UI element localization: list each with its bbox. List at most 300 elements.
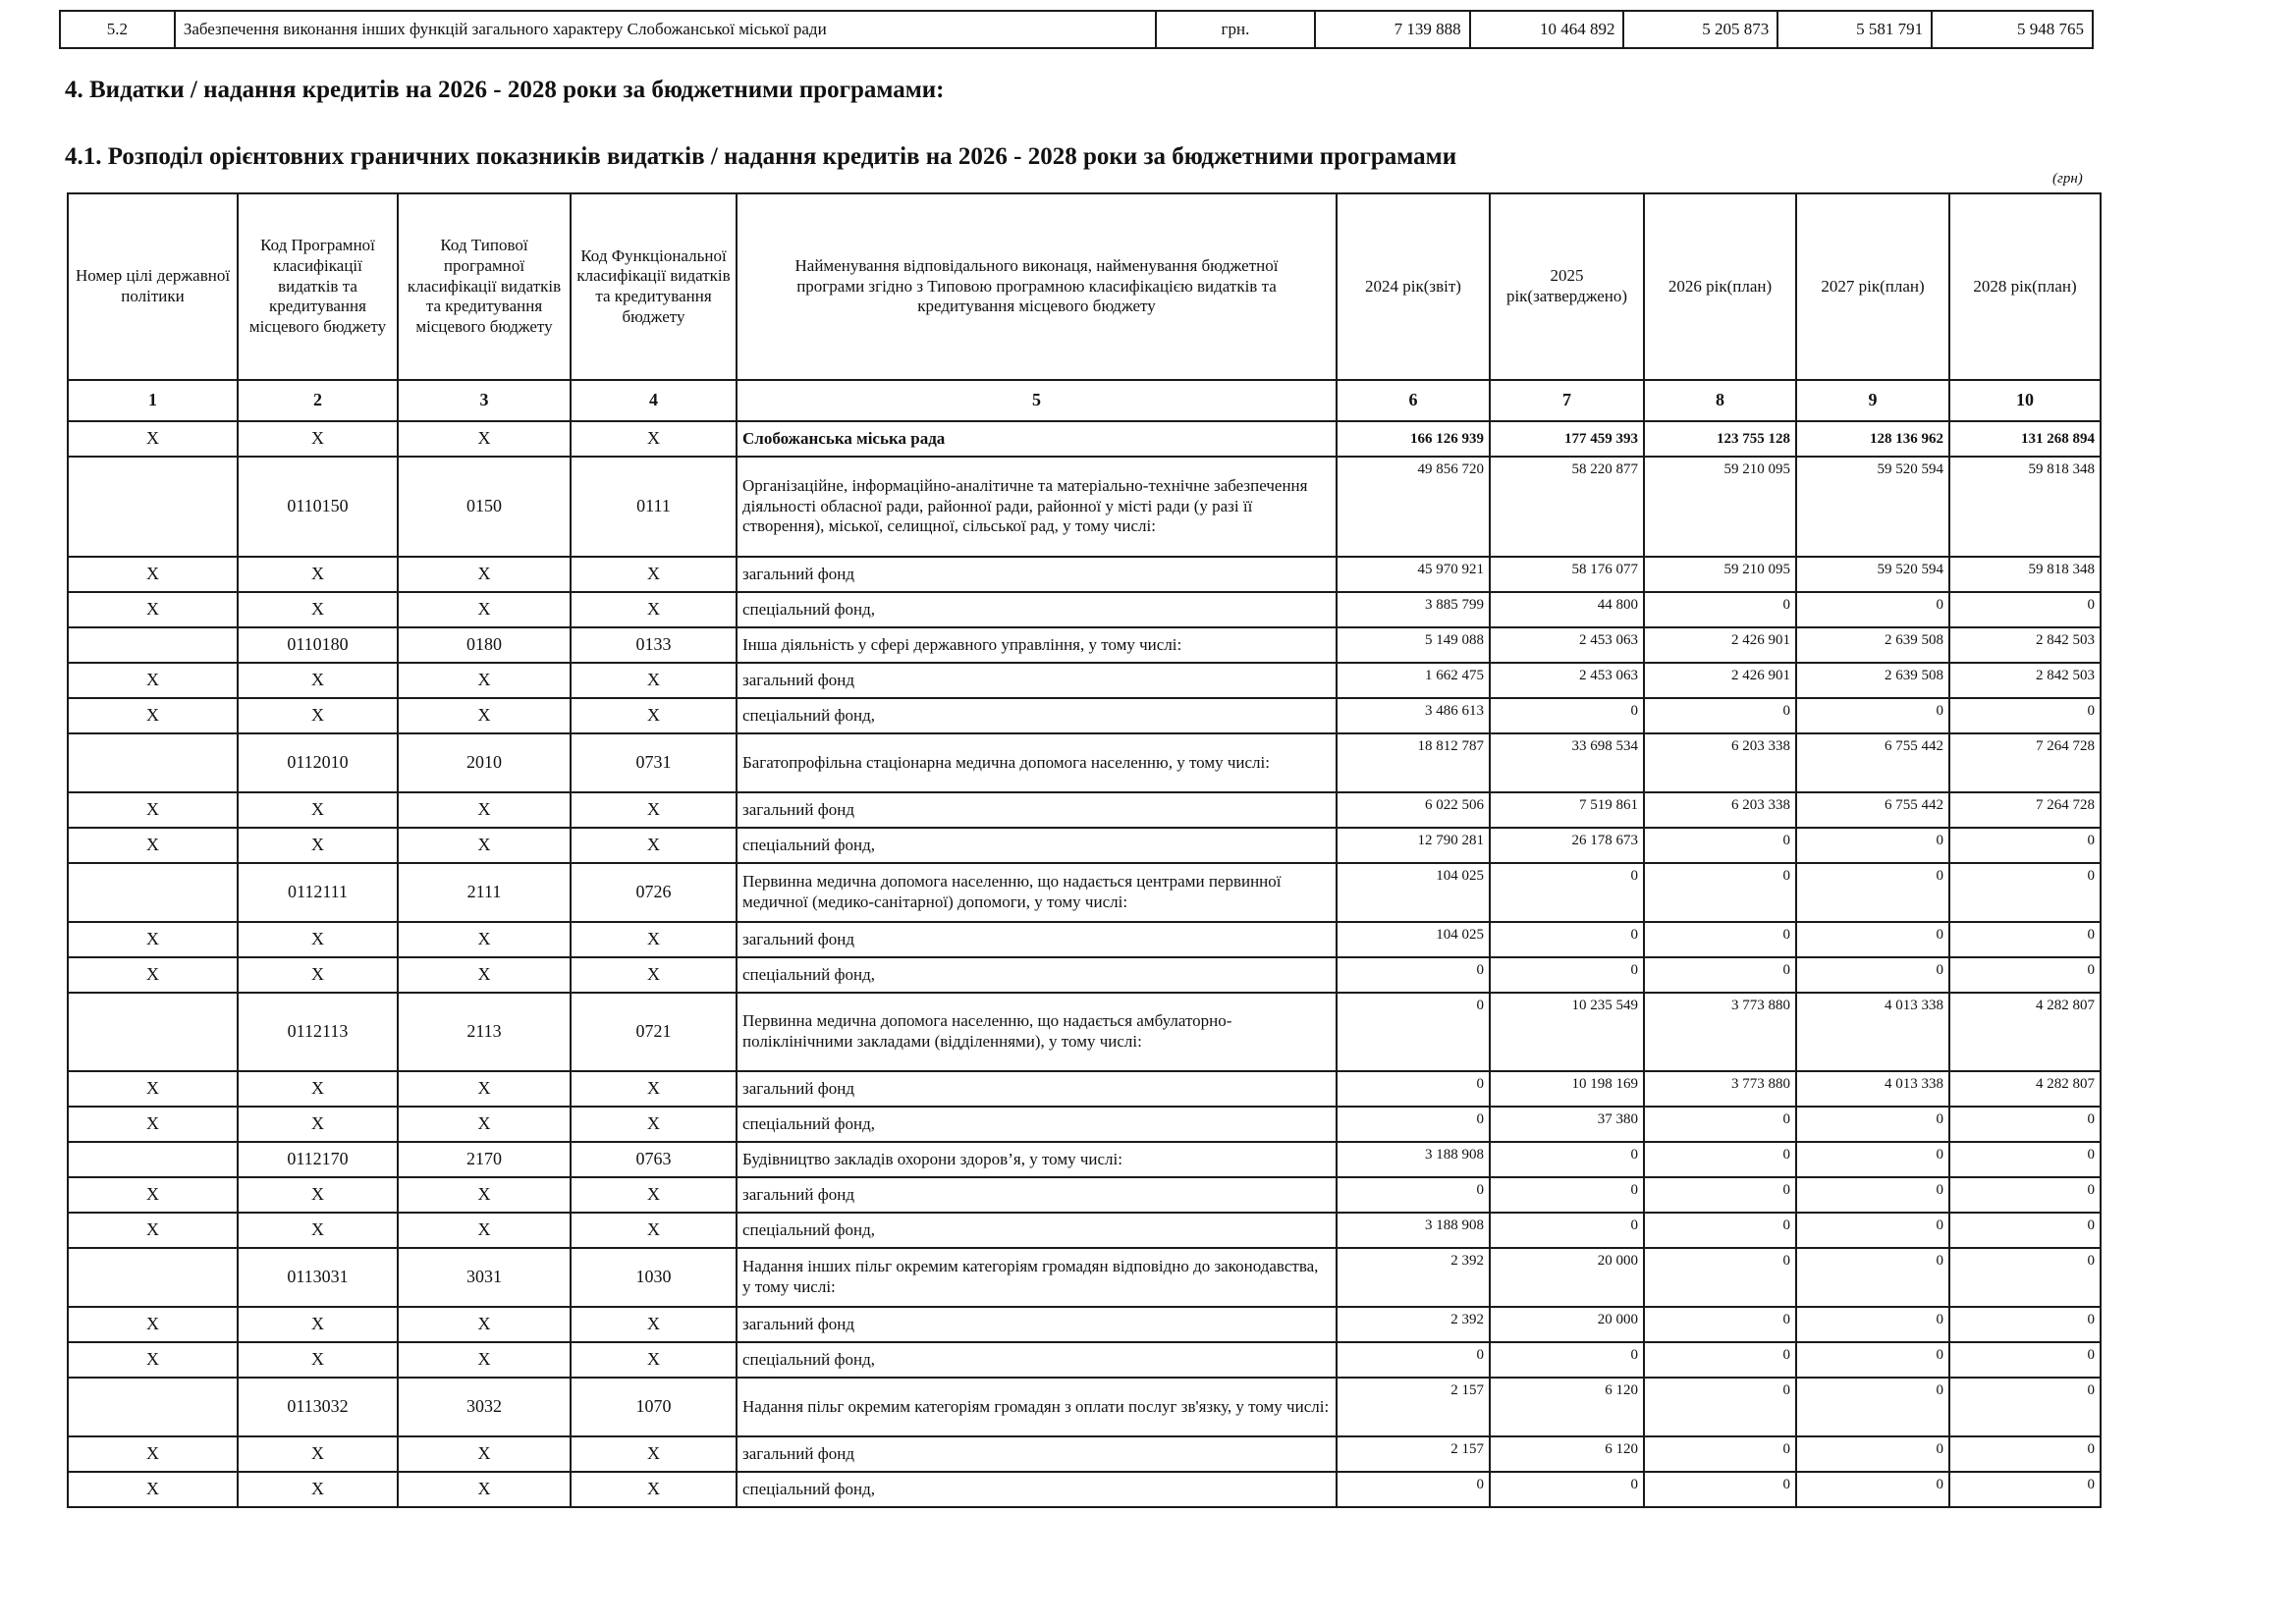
value-cell: 0 xyxy=(1644,698,1796,733)
code-cell: 2010 xyxy=(398,733,571,792)
code-cell: 2170 xyxy=(398,1142,571,1177)
value-cell: 7 264 728 xyxy=(1949,733,2101,792)
table-row xyxy=(68,421,2101,457)
table-row xyxy=(68,993,2101,1071)
value-cell: 2 842 503 xyxy=(1949,627,2101,663)
code-cell: Х xyxy=(238,1472,398,1507)
program-name-cell: спеціальний фонд, xyxy=(737,1107,1337,1142)
value-cell: 0 xyxy=(1796,1472,1949,1507)
code-cell: Х xyxy=(398,922,571,957)
value-cell: 59 520 594 xyxy=(1796,557,1949,592)
code-cell xyxy=(68,1378,238,1436)
value-cell: 3 486 613 xyxy=(1337,698,1490,733)
value-cell: 58 220 877 xyxy=(1490,457,1644,557)
program-name-cell: Будівництво закладів охорони здоров’я, у тому числі: xyxy=(737,1142,1337,1177)
code-cell: Х xyxy=(571,1071,737,1107)
code-cell: Х xyxy=(68,1436,238,1472)
program-name-cell: загальний фонд xyxy=(737,1436,1337,1472)
value-cell: 0 xyxy=(1490,1142,1644,1177)
table-row xyxy=(68,828,2101,863)
value-cell: 0 xyxy=(1644,1213,1796,1248)
code-cell xyxy=(68,863,238,922)
value-cell: 0 xyxy=(1490,957,1644,993)
row-number: 5.2 xyxy=(60,11,175,48)
program-name-cell: Організаційне, інформаційно-аналітичне та матеріально-технічне забезпечення діяльності обласної ради, районної ради, районної у місті ради (у разі її створення), міської, селищної, сільської рад, у тому числі: xyxy=(737,457,1337,557)
row-name: Забезпечення виконання інших функцій загального характеру Слобожанської міської ради xyxy=(175,11,1156,48)
program-name-cell: Первинна медична допомога населенню, що надається центрами первинної медичної (медико-санітарної) допомоги, у тому числі: xyxy=(737,863,1337,922)
code-cell: Х xyxy=(571,1472,737,1507)
value-cell: 2 157 xyxy=(1337,1378,1490,1436)
column-number: 9 xyxy=(1796,380,1949,421)
code-cell: 0113031 xyxy=(238,1248,398,1307)
value-cell: 0 xyxy=(1644,828,1796,863)
code-cell: 0133 xyxy=(571,627,737,663)
table-row xyxy=(68,863,2101,922)
code-cell: Х xyxy=(571,663,737,698)
code-cell: 0721 xyxy=(571,993,737,1071)
value-cell: 0 xyxy=(1796,957,1949,993)
table-row xyxy=(68,1472,2101,1507)
program-name-cell: загальний фонд xyxy=(737,1177,1337,1213)
code-cell: Х xyxy=(571,792,737,828)
value-cell: 0 xyxy=(1644,1342,1796,1378)
value-cell: 0 xyxy=(1490,1342,1644,1378)
code-cell: Х xyxy=(238,792,398,828)
value-cell: 0 xyxy=(1644,1307,1796,1342)
value-cell: 0 xyxy=(1796,1248,1949,1307)
program-name-cell: загальний фонд xyxy=(737,663,1337,698)
column-number: 1 xyxy=(68,380,238,421)
program-name-cell: спеціальний фонд, xyxy=(737,592,1337,627)
value-cell: 0 xyxy=(1490,863,1644,922)
code-cell: Х xyxy=(398,792,571,828)
value-cell: 0 xyxy=(1490,922,1644,957)
table-row xyxy=(68,1142,2101,1177)
value-cell: 0 xyxy=(1949,1436,2101,1472)
value-cell: 0 xyxy=(1949,1472,2101,1507)
value-cell: 0 xyxy=(1644,1142,1796,1177)
table-row xyxy=(68,1307,2101,1342)
program-name-cell: спеціальний фонд, xyxy=(737,957,1337,993)
code-cell xyxy=(68,627,238,663)
value-cell: 0 xyxy=(1949,1177,2101,1213)
table-row xyxy=(68,1342,2101,1378)
value-cell: 104 025 xyxy=(1337,922,1490,957)
value-cell: 45 970 921 xyxy=(1337,557,1490,592)
code-cell: Х xyxy=(68,1177,238,1213)
value-cell: 0 xyxy=(1644,1436,1796,1472)
code-cell: Х xyxy=(571,698,737,733)
value-cell: 0 xyxy=(1796,1107,1949,1142)
code-cell: Х xyxy=(68,663,238,698)
row-unit: грн. xyxy=(1156,11,1315,48)
code-cell: Х xyxy=(238,1307,398,1342)
value-cell: 2 842 503 xyxy=(1949,663,2101,698)
value-cell: 2 639 508 xyxy=(1796,663,1949,698)
program-name-cell: спеціальний фонд, xyxy=(737,698,1337,733)
code-cell: Х xyxy=(398,1177,571,1213)
code-cell: Х xyxy=(571,1307,737,1342)
value-cell: 7 519 861 xyxy=(1490,792,1644,828)
code-cell: 1030 xyxy=(571,1248,737,1307)
budget-programs-table xyxy=(67,192,2102,1508)
table-row xyxy=(68,1213,2101,1248)
value-cell: 3 188 908 xyxy=(1337,1213,1490,1248)
value-cell: 5 205 873 xyxy=(1623,11,1777,48)
code-cell: Х xyxy=(68,592,238,627)
value-cell: 0 xyxy=(1644,1472,1796,1507)
value-cell: 20 000 xyxy=(1490,1307,1644,1342)
value-cell: 0 xyxy=(1796,592,1949,627)
value-cell: 59 520 594 xyxy=(1796,457,1949,557)
value-cell: 7 139 888 xyxy=(1315,11,1470,48)
value-cell: 4 013 338 xyxy=(1796,1071,1949,1107)
value-cell: 4 282 807 xyxy=(1949,1071,2101,1107)
program-name-cell: загальний фонд xyxy=(737,557,1337,592)
header-row xyxy=(68,193,2101,380)
value-cell: 20 000 xyxy=(1490,1248,1644,1307)
value-cell: 0 xyxy=(1949,957,2101,993)
program-name-cell: спеціальний фонд, xyxy=(737,1342,1337,1378)
column-number: 3 xyxy=(398,380,571,421)
column-number: 7 xyxy=(1490,380,1644,421)
code-cell: 0113032 xyxy=(238,1378,398,1436)
value-cell: 0 xyxy=(1796,1142,1949,1177)
value-cell: 10 235 549 xyxy=(1490,993,1644,1071)
table-row xyxy=(68,627,2101,663)
value-cell: 131 268 894 xyxy=(1949,421,2101,457)
value-cell: 6 120 xyxy=(1490,1436,1644,1472)
program-name-cell: спеціальний фонд, xyxy=(737,1472,1337,1507)
value-cell: 6 022 506 xyxy=(1337,792,1490,828)
value-cell: 0 xyxy=(1796,1307,1949,1342)
code-cell: Х xyxy=(238,922,398,957)
column-header: Найменування відповідального виконаця, найменування бюджетної програми згідно з Типовою програмною класифікацією видатків та кредитування місцевого бюджету xyxy=(737,193,1337,380)
value-cell: 0 xyxy=(1796,863,1949,922)
code-cell xyxy=(68,457,238,557)
code-cell: Х xyxy=(238,557,398,592)
section-heading-4-1: 4.1. Розподіл орієнтовних граничних показників видатків / надання кредитів на 2026 - 2028 роки за бюджетними програмами xyxy=(65,143,1457,170)
value-cell: 2 426 901 xyxy=(1644,663,1796,698)
code-cell: Х xyxy=(238,828,398,863)
value-cell: 10 198 169 xyxy=(1490,1071,1644,1107)
value-cell: 0 xyxy=(1337,957,1490,993)
column-header: 2028 рік(план) xyxy=(1949,193,2101,380)
value-cell: 0 xyxy=(1490,698,1644,733)
value-cell: 128 136 962 xyxy=(1796,421,1949,457)
code-cell: Х xyxy=(571,1213,737,1248)
code-cell: Х xyxy=(398,698,571,733)
code-cell: 0112170 xyxy=(238,1142,398,1177)
value-cell: 0 xyxy=(1949,922,2101,957)
value-cell: 44 800 xyxy=(1490,592,1644,627)
program-name-cell: Багатопрофільна стаціонарна медична допомога населенню, у тому числі: xyxy=(737,733,1337,792)
value-cell: 0 xyxy=(1644,1107,1796,1142)
code-cell: Х xyxy=(398,592,571,627)
column-header: Код Програмної класифікації видатків та кредитування місцевого бюджету xyxy=(238,193,398,380)
code-cell: Х xyxy=(238,1213,398,1248)
table-row xyxy=(68,1378,2101,1436)
value-cell: 0 xyxy=(1644,922,1796,957)
value-cell: 2 392 xyxy=(1337,1248,1490,1307)
value-cell: 0 xyxy=(1490,1213,1644,1248)
value-cell: 3 773 880 xyxy=(1644,1071,1796,1107)
code-cell: 0731 xyxy=(571,733,737,792)
column-header: Номер цілі державної політики xyxy=(68,193,238,380)
code-cell xyxy=(68,1248,238,1307)
value-cell: 2 426 901 xyxy=(1644,627,1796,663)
value-cell: 12 790 281 xyxy=(1337,828,1490,863)
program-name-cell: загальний фонд xyxy=(737,792,1337,828)
value-cell: 2 639 508 xyxy=(1796,627,1949,663)
column-number-row xyxy=(68,380,2101,421)
value-cell: 4 282 807 xyxy=(1949,993,2101,1071)
column-number: 6 xyxy=(1337,380,1490,421)
table-row xyxy=(68,733,2101,792)
code-cell: Х xyxy=(68,698,238,733)
table-row xyxy=(68,792,2101,828)
value-cell: 0 xyxy=(1337,1177,1490,1213)
value-cell: 33 698 534 xyxy=(1490,733,1644,792)
value-cell: 18 812 787 xyxy=(1337,733,1490,792)
value-cell: 2 453 063 xyxy=(1490,627,1644,663)
column-header: 2024 рік(звіт) xyxy=(1337,193,1490,380)
value-cell: 10 464 892 xyxy=(1470,11,1624,48)
code-cell: Х xyxy=(238,663,398,698)
table-row xyxy=(68,1071,2101,1107)
value-cell: 5 149 088 xyxy=(1337,627,1490,663)
value-cell: 104 025 xyxy=(1337,863,1490,922)
program-name-cell: загальний фонд xyxy=(737,922,1337,957)
code-cell: Х xyxy=(571,421,737,457)
value-cell: 0 xyxy=(1337,993,1490,1071)
value-cell: 5 948 765 xyxy=(1932,11,2093,48)
code-cell: Х xyxy=(238,421,398,457)
value-cell: 0 xyxy=(1796,1342,1949,1378)
value-cell: 0 xyxy=(1949,863,2101,922)
code-cell: Х xyxy=(571,828,737,863)
code-cell: 2113 xyxy=(398,993,571,1071)
code-cell: Х xyxy=(571,1177,737,1213)
code-cell: Х xyxy=(68,421,238,457)
value-cell: 0 xyxy=(1796,698,1949,733)
table-row xyxy=(68,957,2101,993)
code-cell: 3032 xyxy=(398,1378,571,1436)
code-cell: Х xyxy=(238,698,398,733)
code-cell: 0726 xyxy=(571,863,737,922)
code-cell: Х xyxy=(238,1071,398,1107)
value-cell: 2 157 xyxy=(1337,1436,1490,1472)
section-heading-4: 4. Видатки / надання кредитів на 2026 - 2028 роки за бюджетними програмами: xyxy=(65,77,945,103)
code-cell: Х xyxy=(571,592,737,627)
table-row xyxy=(68,922,2101,957)
table-row xyxy=(68,1248,2101,1307)
value-cell: 0 xyxy=(1796,1213,1949,1248)
code-cell: Х xyxy=(68,922,238,957)
column-number: 4 xyxy=(571,380,737,421)
code-cell: Х xyxy=(571,1342,737,1378)
column-header: 2026 рік(план) xyxy=(1644,193,1796,380)
code-cell: Х xyxy=(68,557,238,592)
value-cell: 0 xyxy=(1337,1107,1490,1142)
value-cell: 58 176 077 xyxy=(1490,557,1644,592)
table-row xyxy=(68,592,2101,627)
table-row xyxy=(68,557,2101,592)
value-cell: 0 xyxy=(1490,1472,1644,1507)
value-cell: 0 xyxy=(1644,863,1796,922)
program-name-cell: Надання пільг окремим категоріям громадян з оплати послуг зв'язку, у тому числі: xyxy=(737,1378,1337,1436)
code-cell: Х xyxy=(571,557,737,592)
code-cell: 3031 xyxy=(398,1248,571,1307)
column-number: 8 xyxy=(1644,380,1796,421)
code-cell: Х xyxy=(68,957,238,993)
code-cell: Х xyxy=(398,1307,571,1342)
code-cell: 0763 xyxy=(571,1142,737,1177)
code-cell: Х xyxy=(68,792,238,828)
value-cell: 177 459 393 xyxy=(1490,421,1644,457)
program-name-cell: спеціальний фонд, xyxy=(737,1213,1337,1248)
value-cell: 0 xyxy=(1796,828,1949,863)
value-cell: 0 xyxy=(1949,592,2101,627)
value-cell: 4 013 338 xyxy=(1796,993,1949,1071)
table-row xyxy=(68,1436,2101,1472)
value-cell: 0 xyxy=(1949,1307,2101,1342)
value-cell: 59 210 095 xyxy=(1644,557,1796,592)
code-cell: 0112111 xyxy=(238,863,398,922)
code-cell: Х xyxy=(68,1071,238,1107)
value-cell: 2 453 063 xyxy=(1490,663,1644,698)
code-cell: Х xyxy=(68,1307,238,1342)
code-cell: Х xyxy=(398,421,571,457)
value-cell: 0 xyxy=(1644,592,1796,627)
value-cell: 2 392 xyxy=(1337,1307,1490,1342)
code-cell: Х xyxy=(398,1071,571,1107)
value-cell: 0 xyxy=(1490,1177,1644,1213)
code-cell: 1070 xyxy=(571,1378,737,1436)
table-row xyxy=(68,1177,2101,1213)
code-cell: Х xyxy=(398,1472,571,1507)
value-cell: 0 xyxy=(1337,1071,1490,1107)
value-cell: 6 203 338 xyxy=(1644,733,1796,792)
value-cell: 0 xyxy=(1949,1213,2101,1248)
value-cell: 0 xyxy=(1796,1436,1949,1472)
code-cell: 2111 xyxy=(398,863,571,922)
value-cell: 0 xyxy=(1949,1248,2101,1307)
code-cell: Х xyxy=(238,1436,398,1472)
value-cell: 0 xyxy=(1949,1142,2101,1177)
code-cell: Х xyxy=(238,1107,398,1142)
value-cell: 0 xyxy=(1949,1378,2101,1436)
value-cell: 3 773 880 xyxy=(1644,993,1796,1071)
code-cell: 0112010 xyxy=(238,733,398,792)
code-cell xyxy=(68,993,238,1071)
code-cell: Х xyxy=(68,1342,238,1378)
value-cell: 0 xyxy=(1796,1378,1949,1436)
value-cell: 0 xyxy=(1644,1177,1796,1213)
value-cell: 0 xyxy=(1949,1107,2101,1142)
value-cell: 3 188 908 xyxy=(1337,1142,1490,1177)
table-row xyxy=(68,663,2101,698)
column-number: 2 xyxy=(238,380,398,421)
code-cell: Х xyxy=(68,1107,238,1142)
code-cell: 0150 xyxy=(398,457,571,557)
value-cell: 37 380 xyxy=(1490,1107,1644,1142)
value-cell: 6 203 338 xyxy=(1644,792,1796,828)
value-cell: 0 xyxy=(1644,1248,1796,1307)
unit-note: (грн) xyxy=(2052,171,2083,187)
program-name-cell: загальний фонд xyxy=(737,1307,1337,1342)
program-name-cell: Первинна медична допомога населенню, що надається амбулаторно-поліклінічними закладами (відділеннями), у тому числі: xyxy=(737,993,1337,1071)
code-cell: Х xyxy=(398,1213,571,1248)
code-cell: 0112113 xyxy=(238,993,398,1071)
code-cell: Х xyxy=(398,957,571,993)
program-name-cell: Надання інших пільг окремим категоріям громадян відповідно до законодавства, у тому числі: xyxy=(737,1248,1337,1307)
value-cell: 49 856 720 xyxy=(1337,457,1490,557)
value-cell: 123 755 128 xyxy=(1644,421,1796,457)
value-cell: 0 xyxy=(1949,828,2101,863)
code-cell: 0110150 xyxy=(238,457,398,557)
value-cell: 7 264 728 xyxy=(1949,792,2101,828)
value-cell: 0 xyxy=(1337,1342,1490,1378)
program-name-cell: загальний фонд xyxy=(737,1071,1337,1107)
code-cell: Х xyxy=(398,1342,571,1378)
column-header: 2027 рік(план) xyxy=(1796,193,1949,380)
value-cell: 0 xyxy=(1796,922,1949,957)
value-cell: 5 581 791 xyxy=(1777,11,1932,48)
table-row xyxy=(68,698,2101,733)
code-cell: Х xyxy=(238,1177,398,1213)
code-cell: Х xyxy=(68,828,238,863)
code-cell: Х xyxy=(571,957,737,993)
code-cell: Х xyxy=(238,592,398,627)
value-cell: 59 818 348 xyxy=(1949,557,2101,592)
code-cell: Х xyxy=(398,663,571,698)
code-cell: Х xyxy=(238,1342,398,1378)
column-header: Код Типової програмної класифікації видатків та кредитування місцевого бюджету xyxy=(398,193,571,380)
value-cell: 0 xyxy=(1949,698,2101,733)
column-number: 10 xyxy=(1949,380,2101,421)
code-cell: Х xyxy=(571,922,737,957)
code-cell: Х xyxy=(571,1107,737,1142)
value-cell: 26 178 673 xyxy=(1490,828,1644,863)
value-cell: 1 662 475 xyxy=(1337,663,1490,698)
code-cell: Х xyxy=(571,1436,737,1472)
code-cell: 0111 xyxy=(571,457,737,557)
program-name-cell: Слобожанська міська рада xyxy=(737,421,1337,457)
table-row xyxy=(68,1107,2101,1142)
program-name-cell: Інша діяльність у сфері державного управління, у тому числі: xyxy=(737,627,1337,663)
code-cell: Х xyxy=(398,1436,571,1472)
value-cell: 59 210 095 xyxy=(1644,457,1796,557)
code-cell: Х xyxy=(238,957,398,993)
code-cell: Х xyxy=(68,1472,238,1507)
code-cell xyxy=(68,733,238,792)
value-cell: 59 818 348 xyxy=(1949,457,2101,557)
program-name-cell: спеціальний фонд, xyxy=(737,828,1337,863)
value-cell: 6 755 442 xyxy=(1796,733,1949,792)
value-cell: 0 xyxy=(1949,1342,2101,1378)
value-cell: 3 885 799 xyxy=(1337,592,1490,627)
code-cell: 0110180 xyxy=(238,627,398,663)
value-cell: 0 xyxy=(1796,1177,1949,1213)
code-cell: Х xyxy=(68,1213,238,1248)
value-cell: 6 120 xyxy=(1490,1378,1644,1436)
column-number: 5 xyxy=(737,380,1337,421)
code-cell xyxy=(68,1142,238,1177)
table-row xyxy=(68,457,2101,557)
value-cell: 0 xyxy=(1644,1378,1796,1436)
code-cell: Х xyxy=(398,557,571,592)
